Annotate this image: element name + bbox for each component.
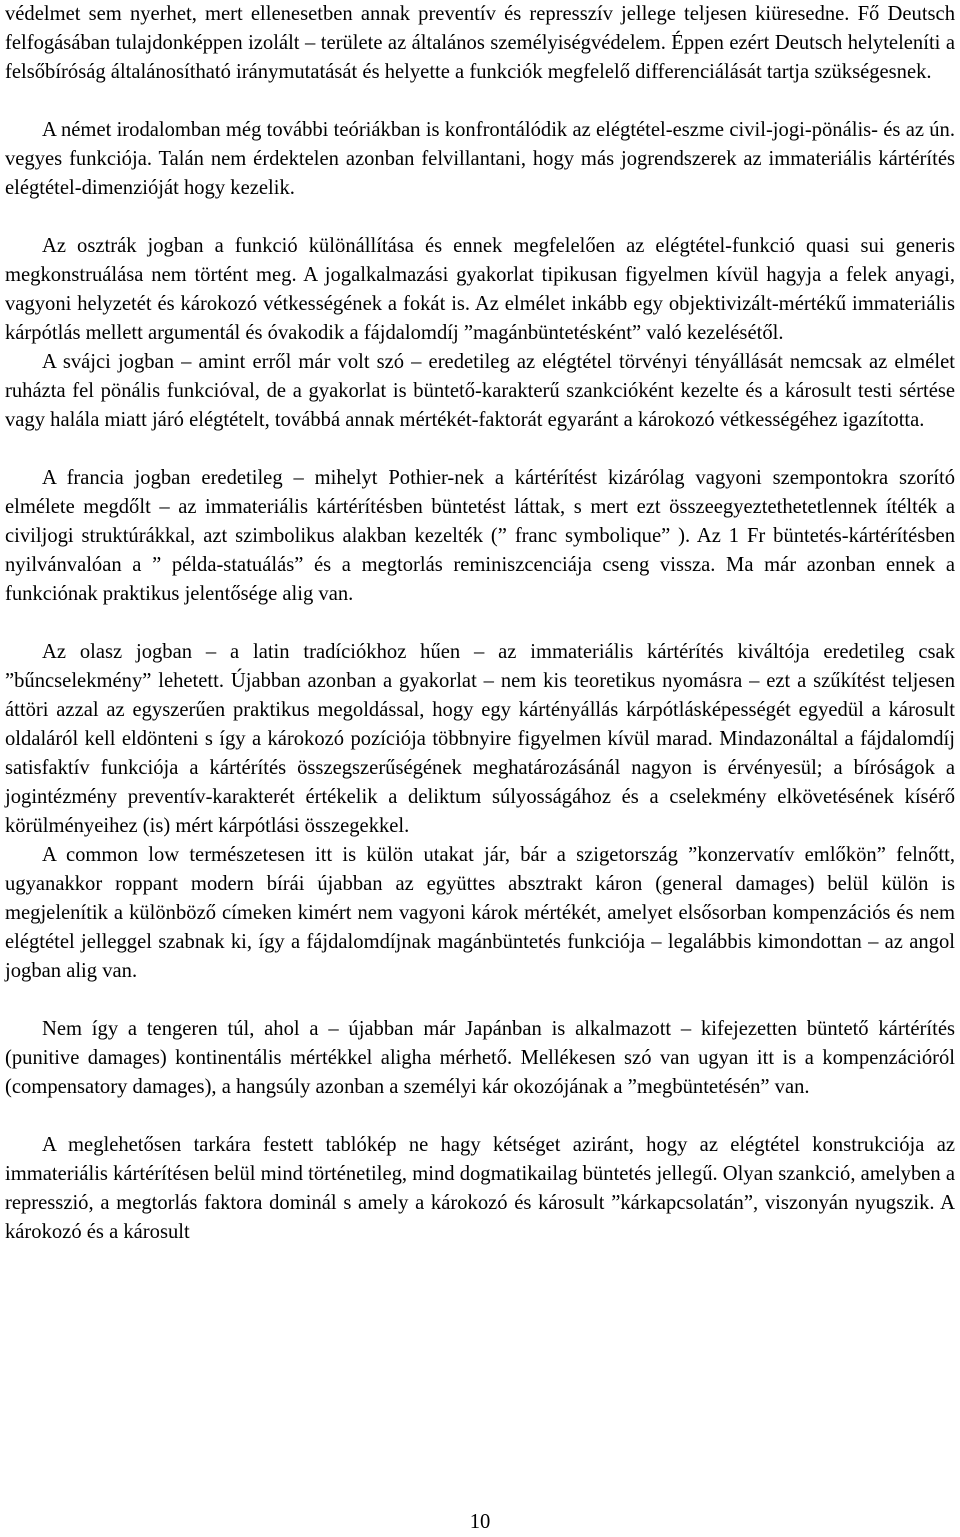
paragraph-2: A német irodalomban még további teóriákban is konfrontálódik az elégtétel-eszme civil-jogi-pönális- és az ún. vegyes funkciója. Talán nem érdektelen azonban felvillantani, hogy más jogrendszerek az immateriális kártérítés elégtétel-dimenzióját hogy kezelik. <box>5 119 955 199</box>
paragraph-4: A svájci jogban – amint erről már volt szó – eredetileg az elégtétel törvényi tényállását nemcsak az elmélet ruházta fel pönális funkcióval, de a gyakorlat is büntető-karakterű szankcióként kezelte és a károsult testi sértése vagy halála miatt járó elégtételt, továbbá annak mértékét-faktorát egyaránt a károkozó vétkességéhez igazította. <box>5 351 955 431</box>
paragraph-3: Az osztrák jogban a funkció különállítása és ennek megfelelően az elégtétel-funkció quasi sui generis megkonstruálása nem történt meg. A jogalkalmazási gyakorlat tipikusan figyelmen kívül hagyja a felek anyagi, vagyoni helyzetét és károkozó vétkességének a fokát is. Az elmélet inkább egy objektivizált-mértékű immateriális kárpótlás mellett argumentál és óvakodik a fájdalomdíj ”magánbüntetésként” való kezelésétől. <box>5 235 955 344</box>
paragraph-8: Nem így a tengeren túl, ahol a – újabban már Japánban is alkalmazott – kifejezetten büntető kártérítés (punitive damages) kontinentális mértékkel aligha mérhető. Mellékesen szó van ugyan itt is a kompenzációról (compensatory damages), a hangsúly azonban a személyi kár okozójának a ”megbüntetésén” van. <box>5 1018 955 1098</box>
paragraph-1: védelmet sem nyerhet, mert ellenesetben annak preventív és represszív jellege teljesen kiüresedne. Fő Deutsch felfogásában tulajdonképpen izolált – területe az általános személyiségvédelem. Éppen ezért Deutsch helyteleníti a felsőbíróság általánosítható iránymutatását és helyette a funkciók megfelelő differenciálását tartja szükségesnek. <box>5 3 955 83</box>
page-number: 10 <box>469 1511 491 1533</box>
paragraph-5: A francia jogban eredetileg – mihelyt Pothier-nek a kártérítést kizárólag vagyoni szempontokra szorító elmélete megdőlt – az immateriális kártérítésben büntetést láttak, s mert ezt összeegyeztethetetlennek ítélték a civiljogi struktúrákkal, azt szimbolikus alakban kezelték (” franc symbolique” ). Az 1 Fr büntetés-kártérítésben nyilvánvalóan a ” példa-statuálás” és a megtorlás reminiszcenciája cseng vissza. Ma már azonban ennek a funkciónak praktikus jelentősége alig van. <box>5 467 955 605</box>
paragraph-6: Az olasz jogban – a latin tradíciókhoz hűen – az immateriális kártérítés kiváltója eredetileg csak ”bűncselekmény” lehetett. Újabban azonban a gyakorlat – nem kis teoretikus nyomásra – ezt a szűkítést teljesen áttöri azzal az egyszerűen praktikus megoldással, hogy egy kártényállás kárpótlásképességét egyedül a károsult oldaláról kell eldönteni s így a károkozó pozíciója többnyire figyelmen kívül marad. Mindazonáltal a fájdalomdíj satisfaktív funkciója a kártérítés összegszerűségének meghatározásánál nagyon is érvényesül; a bíróságok a jogintézmény preventív-karakterét értékelik a deliktum súlyosságához és a cselekmény elkövetésének kísérő körülményeihez (is) mért kárpótlási összegekkel. <box>5 641 955 837</box>
paragraph-9: A meglehetősen tarkára festett tablókép ne hagy kétséget aziránt, hogy az elégtétel konstrukciója az immateriális kártérítésen belül mind történetileg, mind dogmatikailag büntetés jellegű. Olyan szankció, amelyben a represszió, a megtorlás faktora dominál s amely a károkozó és károsult ”kárkapcsolatán”, viszonyán nyugszik. A károkozó és a károsult <box>5 1134 955 1243</box>
paragraph-7: A common low természetesen itt is külön utakat jár, bár a szigetország ”konzervatív emlőkön” felnőtt, ugyanakkor roppant modern bírái újabban az együttes absztrakt káron (general damages) belül külön is megjelenítik a különböző címeken kimért nem vagyoni károk mértékét, amelyet elsősorban kompenzációs és nem elégtétel jelleggel szabnak ki, így a fájdalomdíjnak magánbüntetés funkciója – legalábbis kimondottan – az angol jogban alig van. <box>5 844 955 982</box>
document-page <box>5 0 955 1247</box>
